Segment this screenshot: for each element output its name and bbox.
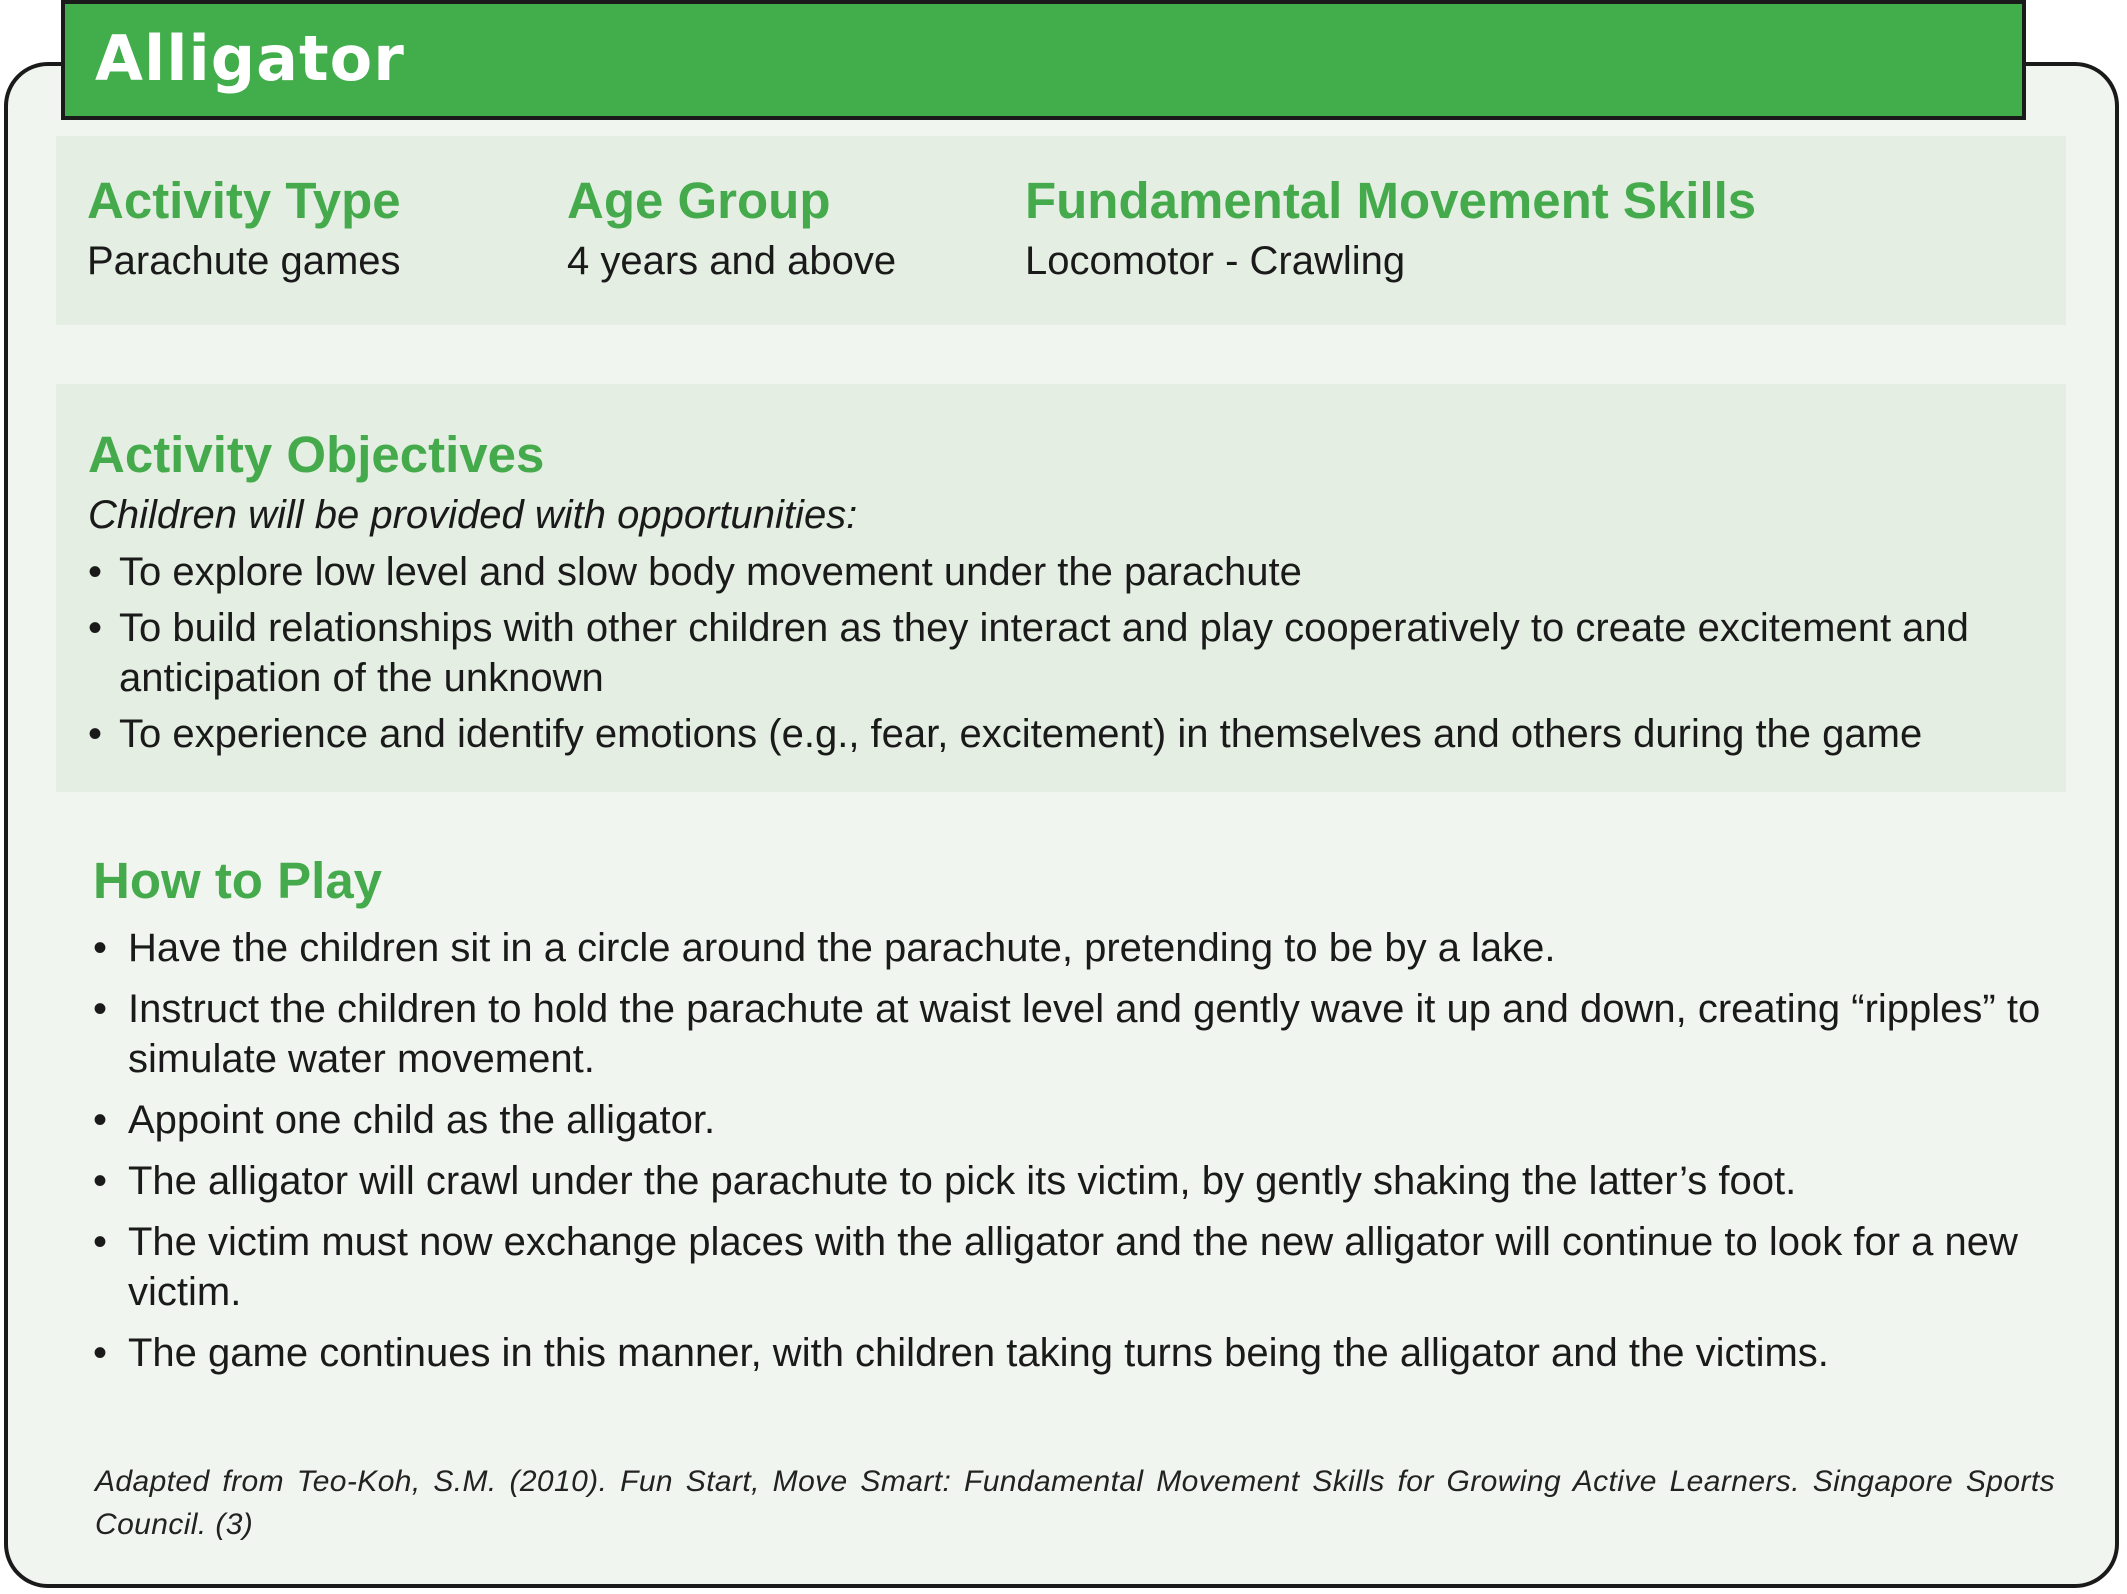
objectives-list [88, 547, 2048, 759]
objectives-content [88, 424, 2048, 759]
objectives-panel [56, 384, 2066, 792]
movement-skills-value: Locomotor - Crawling [1025, 239, 1406, 284]
play-step: • The game continues in this manner, with children taking turns being the alligator and the victims. [93, 1328, 2063, 1378]
objectives-intro: Children will be provided with opportunities: [88, 493, 858, 538]
activity-type-heading: Activity Type [87, 172, 401, 229]
objective-item: • To build relationships with other children as they interact and play cooperatively to create excitement and anticipation of the unknown [88, 603, 2048, 703]
activity-type-value: Parachute games [87, 239, 401, 284]
play-step: • The alligator will crawl under the parachute to pick its victim, by gently shaking the latter’s foot. [93, 1156, 2063, 1206]
movement-skills-heading: Fundamental Movement Skills [1025, 172, 1757, 229]
movement-skills-block [1025, 170, 1756, 287]
age-group-block [567, 170, 896, 287]
page-title: Alligator [95, 22, 405, 95]
citation: Adapted from Teo-Koh, S.M. (2010). Fun Start, Move Smart: Fundamental Movement Skills for Growing Active Learners. Singapore Sports Council. (3) [95, 1465, 2055, 1541]
objective-item: • To explore low level and slow body movement under the parachute [88, 547, 2048, 597]
how-to-play-section [93, 850, 2063, 1378]
how-to-play-list [93, 923, 2063, 1378]
age-group-heading: Age Group [567, 172, 831, 229]
play-step: • Instruct the children to hold the parachute at waist level and gently wave it up and down, creating “ripples” to simulate water movement. [93, 984, 2063, 1084]
title-banner [61, 0, 2026, 120]
objective-item: • To experience and identify emotions (e.g., fear, excitement) in themselves and others during the game [88, 709, 2048, 759]
activity-type-block [87, 170, 401, 287]
play-step: • The victim must now exchange places with the alligator and the new alligator will continue to look for a new victim. [93, 1217, 2063, 1317]
age-group-value: 4 years and above [567, 239, 897, 284]
how-to-play-heading: How to Play [93, 852, 383, 909]
objectives-heading: Activity Objectives [88, 426, 545, 483]
activity-info-panel [56, 136, 2066, 325]
play-step: • Appoint one child as the alligator. [93, 1095, 2063, 1145]
play-step: • Have the children sit in a circle around the parachute, pretending to be by a lake. [93, 923, 2063, 973]
